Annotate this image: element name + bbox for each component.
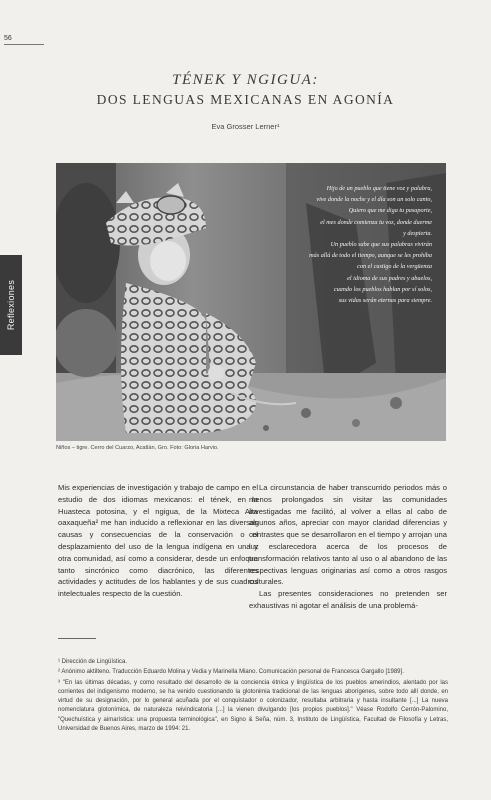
body-paragraph: Mis experiencias de investigación y trabajo de campo en el estudio de dos idiomas mexicanos: el tének, en la Huasteca potosina, y el ngigua, de la Mixteca Alta oaxaqueña² me han inducido a reflexionar en las diversas causas y consecuencias de la conservación o el desplazamiento del uso de la lengua indígena en una y otra comunidad, así como a considerar, desde un enfoque tanto sincrónico como diacrónico, las diferentes actividades y actitudes de los hablantes y de sus cuadros intelectuales respecto de la cuestión. xyxy=(58,483,258,599)
poem-line: Quiero que me diga tu pasaporte, xyxy=(348,207,432,215)
header-rule xyxy=(4,44,44,45)
section-tab xyxy=(0,255,22,355)
poem-line: sus vidas serán eternas para siempre. xyxy=(338,297,432,305)
poem-line: vive donde la noche y el día son un solo canto, xyxy=(316,196,432,204)
body-paragraph: Las presentes consideraciones no pretenden ser exhaustivas ni agotar el análisis de una problemá- xyxy=(249,589,447,610)
poem-line: Un pueblo sabe que sus palabras vivirán xyxy=(330,241,432,249)
article-title-line2: DOS LENGUAS MEXICANAS EN AGONÍA xyxy=(96,92,395,107)
poem-line: más allá de todo el tiempo, aunque se les prohíba xyxy=(309,252,432,260)
body-column-left xyxy=(58,482,258,600)
poem-line: y despierta. xyxy=(403,229,432,237)
footnotes xyxy=(58,658,448,735)
photo xyxy=(56,163,446,441)
photo-caption: Niños – tigre. Cerro del Cuarzo, Acatlán, Gro. Foto: Gloria Harvio. xyxy=(56,445,219,451)
footnote: ³ "En las últimas décadas, y como resultado del desarrollo de la conciencia étnica y lingüística de los pueblos amerindios, alentado por las corrientes del indigenismo moderno, se ha venido cuestionando la glotonimia tradicional de las lenguas aborígenes, sobre todo allí donde, en virtud de su designación, por lo general acuñada por el conquistador o colonizador, resultaba arbitraria y hasta insultante [...] La nueva nomenclatura glotonímica, de naturaleza reivindicatoria [...] la vienen divulgando [los propios pueblos]." Véase Rodolfo Cerrón-Palomino, "Quechuística y aimarística: una propuesta terminológica", en Signo & Seña, núm. 3, Instituto de Lingüística, Facultad de Filosofía y Letras, Universidad de Buenos Aires, marzo de 1994: 21. xyxy=(58,679,448,733)
poem-line: cuando los pueblos hablan por sí solos, xyxy=(333,285,432,293)
footnote: ¹ Dirección de Lingüística. xyxy=(58,659,128,665)
page-number: 56 xyxy=(4,35,12,42)
section-tab-label: Reflexiones xyxy=(6,279,16,331)
poem-line: el mes donde comienza tu voz, donde duerme xyxy=(320,218,432,226)
footnote-rule xyxy=(58,638,96,639)
body-column-right xyxy=(249,482,447,612)
article-title-line1: TÉNEK Y NGIGUA: xyxy=(172,72,319,88)
poem-line: el idioma de sus padres y abuelos, xyxy=(347,274,432,282)
article-author: Eva Grosser Lerner¹ xyxy=(211,122,280,131)
poem-line: con el castigo de la vergüenza xyxy=(357,263,432,271)
photo-poem xyxy=(262,183,432,306)
body-paragraph: La circunstancia de haber transcurrido periodos más o menos prolongados sin visitar las comunidades investigadas me facilitó, al volver a ellas al cabo de algunos años, apreciar con mayor claridad diferencias y contrastes que se desarrollaron en el tiempo y arrojan una luz esclarecedora acerca de los procesos de transformación relativos tanto al uso o al abandono de las respectivas lenguas originarias así como a otros rasgos culturales. xyxy=(249,483,447,587)
poem-line: Hijo de un pueblo que tiene voz y palabra, xyxy=(326,185,432,192)
footnote: ² Anónimo aktilteno. Traducción Eduardo Molina y Vedia y Marinella Miano. Comunicación personal de Francesca Gargallo [1989]. xyxy=(58,669,404,676)
